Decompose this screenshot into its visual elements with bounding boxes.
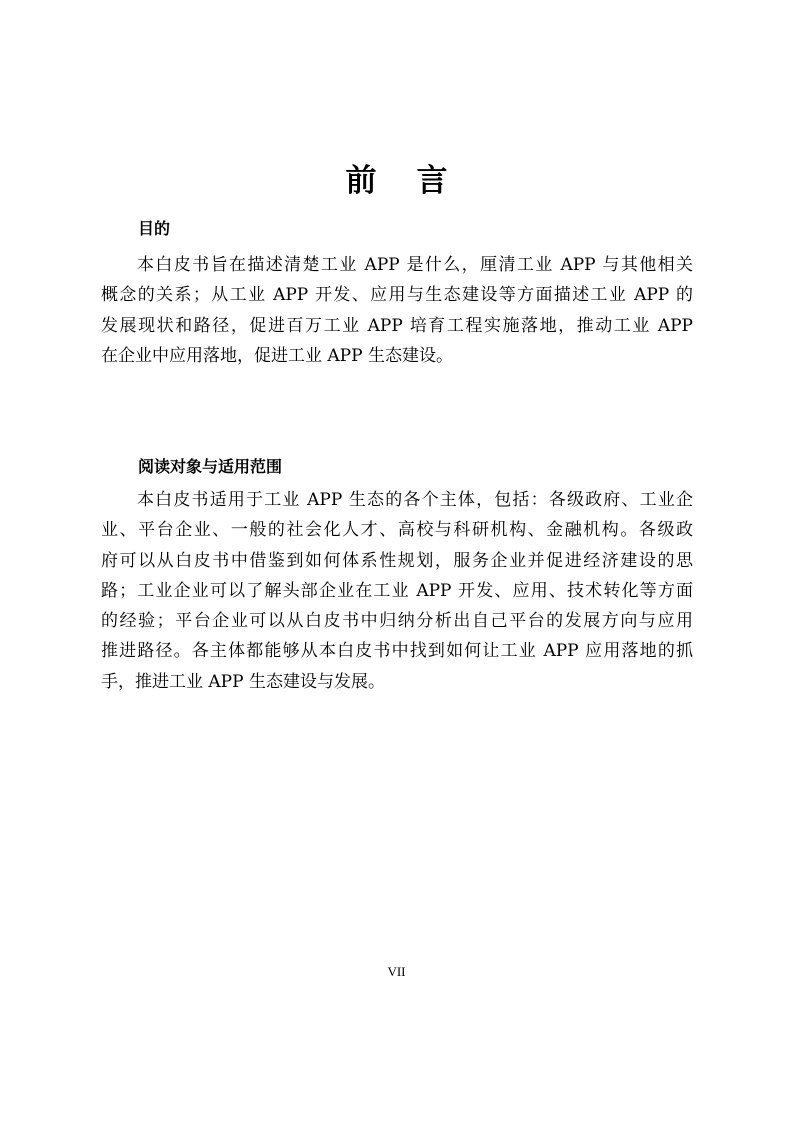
title-char: 前 <box>345 163 377 199</box>
paragraph-line: 发展现状和路径，促进百万工业 APP 培育工程实施落地，推动工业 APP <box>101 315 693 336</box>
page-title <box>0 155 793 200</box>
paragraph-line: 府可以从白皮书中借鉴到如何体系性规划，服务企业并促进经济建设的思 <box>101 550 693 571</box>
title-char: 言 <box>416 163 448 199</box>
paragraph-line: 概念的关系；从工业 APP 开发、应用与生态建设等方面描述工业 APP 的 <box>101 285 693 306</box>
paragraph-line: 本白皮书适用于工业 APP 生态的各个主体，包括：各级政府、工业企 <box>137 490 693 510</box>
section-heading-audience: 阅读对象与适用范围 <box>138 457 283 476</box>
paragraph-line: 推进路径。各主体都能够从本白皮书中找到如何让工业 APP 应用落地的抓 <box>101 641 693 662</box>
paragraph-line: 在企业中应用落地，促进工业 APP 生态建设。 <box>101 345 453 366</box>
paragraph-line: 路；工业企业可以了解头部企业在工业 APP 开发、应用、技术转化等方面 <box>101 580 693 601</box>
section-paragraph-purpose <box>101 250 693 371</box>
paragraph-line: 的经验；平台企业可以从白皮书中归纳分析出自己平台的发展方向与应用 <box>101 611 693 632</box>
paragraph-line: 业、平台企业、一般的社会化人才、高校与科研机构、金融机构。各级政 <box>101 520 693 541</box>
paragraph-line: 手，推进工业 APP 生态建设与发展。 <box>101 671 385 692</box>
section-heading-purpose: 目的 <box>138 219 171 238</box>
paragraph-line: 本白皮书旨在描述清楚工业 APP 是什么，厘清工业 APP 与其他相关 <box>137 255 693 275</box>
page-number: VII <box>387 964 406 979</box>
section-paragraph-audience <box>101 485 693 697</box>
